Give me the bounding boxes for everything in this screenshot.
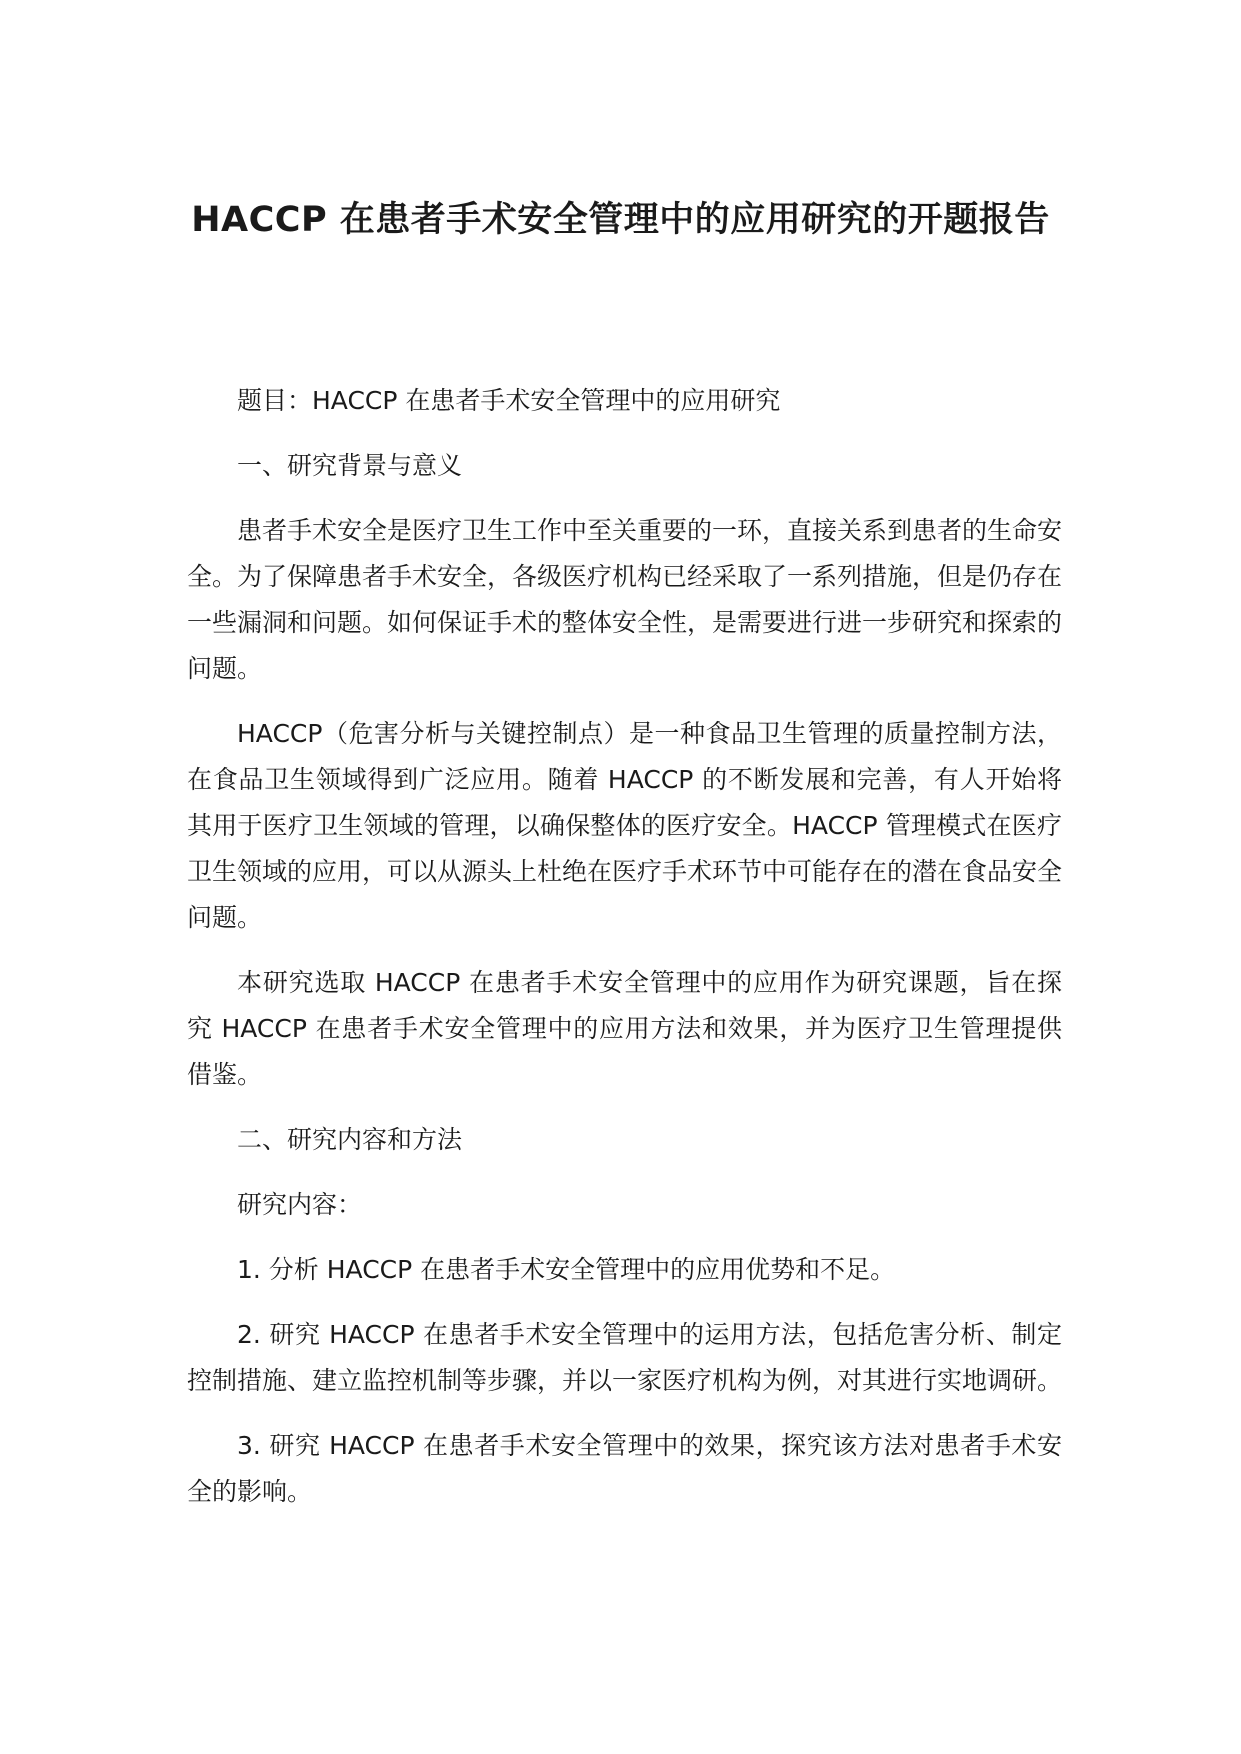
paragraph-research-purpose: 本研究选取 HACCP 在患者手术安全管理中的应用作为研究课题，旨在探究 HACCP 在患者手术安全管理中的应用方法和效果，并为医疗卫生管理提供借鉴。 xyxy=(187,968,1062,1089)
paragraph-background: 患者手术安全是医疗卫生工作中至关重要的一环，直接关系到患者的生命安全。为了保障患者手术安全，各级医疗机构已经采取了一系列措施，但是仍存在一些漏洞和问题。如何保证手术的整体安全性，是需要进行进一步研究和探索的问题。 xyxy=(187,516,1063,683)
section-heading-content-methods: 二、研究内容和方法 xyxy=(237,1125,463,1154)
subheading-research-content: 研究内容： xyxy=(237,1190,363,1219)
list-item-2: 2. 研究 HACCP 在患者手术安全管理中的运用方法，包括危害分析、制定控制措施、建立监控机制等步骤，并以一家医疗机构为例，对其进行实地调研。 xyxy=(187,1320,1063,1395)
document-title: HACCP 在患者手术安全管理中的应用研究的开题报告 xyxy=(191,200,1050,240)
document-body xyxy=(187,378,1062,1515)
list-item-3: 3. 研究 HACCP 在患者手术安全管理中的效果，探究该方法对患者手术安全的影响。 xyxy=(187,1431,1062,1506)
topic-line: 题目：HACCP 在患者手术安全管理中的应用研究 xyxy=(237,386,781,415)
list-item-1: 1. 分析 HACCP 在患者手术安全管理中的应用优势和不足。 xyxy=(237,1255,896,1284)
section-heading-background: 一、研究背景与意义 xyxy=(237,451,463,480)
paragraph-haccp-intro: HACCP（危害分析与关键控制点）是一种食品卫生管理的质量控制方法，在食品卫生领域得到广泛应用。随着 HACCP 的不断发展和完善，有人开始将其用于医疗卫生领域的管理，以确保整体的医疗安全。HACCP 管理模式在医疗卫生领域的应用，可以从源头上杜绝在医疗手术环节中可能存在的潜在食品安全问题。 xyxy=(187,719,1063,932)
